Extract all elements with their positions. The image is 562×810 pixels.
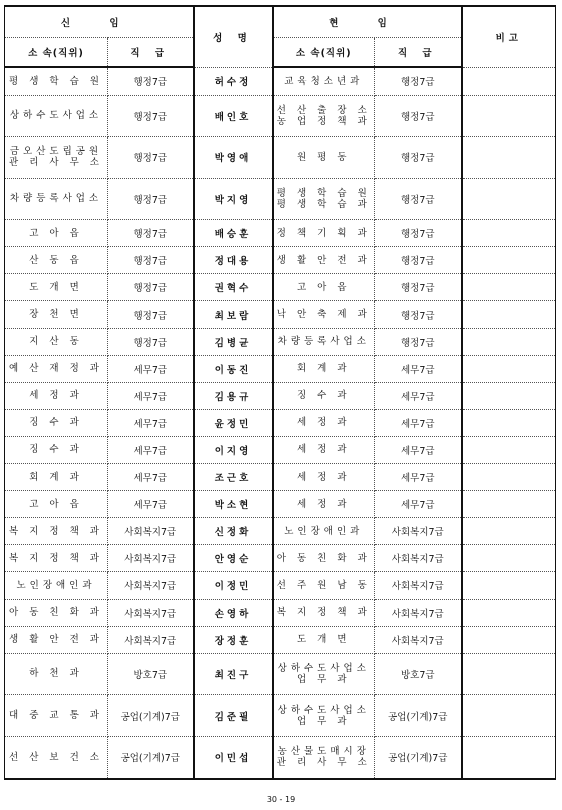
new-unit-cell: 세 정 과 (5, 382, 108, 409)
current-unit-cell: 정 책 기 획 과 (273, 220, 375, 247)
new-unit-cell: 지 산 동 (5, 328, 108, 355)
current-unit-cell: 아 동 친 화 과 (273, 545, 375, 572)
new-unit-cell: 선 산 보 건 소 (5, 736, 108, 779)
current-unit-cell: 세 정 과 (273, 491, 375, 518)
new-grade-cell: 사회복지7급 (108, 626, 194, 653)
current-unit-cell: 세 정 과 (273, 409, 375, 436)
current-unit-cell: 회 계 과 (273, 355, 375, 382)
name-cell: 배인호 (194, 95, 273, 137)
name-cell: 이동진 (194, 355, 273, 382)
remarks-header: 비고 (462, 6, 556, 67)
current-unit-cell: 도 개 면 (273, 626, 375, 653)
table-row (5, 67, 556, 95)
new-unit-cell: 노인장애인과 (5, 572, 108, 599)
new-unit-cell: 하 천 과 (5, 653, 108, 695)
current-unit-cell: 세 정 과 (273, 464, 375, 491)
current-unit-cell: 농산물도매시장 관 리 사 무 소 (273, 736, 375, 779)
current-grade-cell: 행정7급 (375, 178, 462, 220)
name-cell: 이정민 (194, 572, 273, 599)
name-cell: 이민섭 (194, 736, 273, 779)
name-cell: 장정훈 (194, 626, 273, 653)
remarks-cell (462, 137, 556, 179)
name-cell: 박지영 (194, 178, 273, 220)
current-grade-cell: 행정7급 (375, 328, 462, 355)
new-unit-header: 소 속(직위) (5, 38, 108, 68)
name-cell: 신정화 (194, 518, 273, 545)
remarks-cell (462, 95, 556, 137)
new-grade-header: 직 급 (108, 38, 194, 68)
new-grade-cell: 방호7급 (108, 653, 194, 695)
name-cell: 조근호 (194, 464, 273, 491)
table-row (5, 572, 556, 599)
remarks-cell (462, 736, 556, 779)
name-cell: 배승훈 (194, 220, 273, 247)
name-cell: 김병균 (194, 328, 273, 355)
new-unit-cell: 평 생 학 습 원 (5, 67, 108, 95)
new-grade-cell: 세무7급 (108, 409, 194, 436)
table-row (5, 653, 556, 695)
name-cell: 최보람 (194, 301, 273, 328)
table-row (5, 301, 556, 328)
remarks-cell (462, 626, 556, 653)
new-unit-cell: 산 동 읍 (5, 247, 108, 274)
new-unit-cell: 장 천 면 (5, 301, 108, 328)
remarks-cell (462, 220, 556, 247)
new-unit-cell: 복 지 정 책 과 (5, 545, 108, 572)
current-unit-cell: 원 평 동 (273, 137, 375, 179)
name-cell: 정대용 (194, 247, 273, 274)
new-unit-cell: 아 동 친 화 과 (5, 599, 108, 626)
new-grade-cell: 세무7급 (108, 355, 194, 382)
current-grade-cell: 사회복지7급 (375, 545, 462, 572)
remarks-cell (462, 274, 556, 301)
new-grade-cell: 행정7급 (108, 247, 194, 274)
name-cell: 박소현 (194, 491, 273, 518)
table-body (5, 67, 556, 779)
table-row (5, 355, 556, 382)
table-row (5, 220, 556, 247)
new-unit-cell: 회 계 과 (5, 464, 108, 491)
table-row (5, 491, 556, 518)
remarks-cell (462, 436, 556, 463)
remarks-cell (462, 545, 556, 572)
table-row (5, 695, 556, 737)
new-unit-cell: 예 산 재 정 과 (5, 355, 108, 382)
table-row (5, 328, 556, 355)
current-grade-cell: 행정7급 (375, 274, 462, 301)
name-cell: 이지영 (194, 436, 273, 463)
new-grade-cell: 공업(기계)7급 (108, 695, 194, 737)
remarks-cell (462, 653, 556, 695)
page-number: 30 - 19 (266, 795, 296, 804)
current-unit-cell: 상하수도사업소 업 무 과 (273, 695, 375, 737)
table-row (5, 436, 556, 463)
new-unit-cell: 징 수 과 (5, 409, 108, 436)
current-grade-cell: 사회복지7급 (375, 599, 462, 626)
new-unit-cell: 생 활 안 전 과 (5, 626, 108, 653)
new-grade-cell: 행정7급 (108, 220, 194, 247)
table-row (5, 545, 556, 572)
new-grade-cell: 세무7급 (108, 491, 194, 518)
new-unit-cell: 도 개 면 (5, 274, 108, 301)
new-grade-cell: 행정7급 (108, 274, 194, 301)
new-unit-cell: 고 아 읍 (5, 491, 108, 518)
new-unit-cell: 상하수도사업소 (5, 95, 108, 137)
table-row (5, 464, 556, 491)
current-unit-cell: 생 활 안 전 과 (273, 247, 375, 274)
name-cell: 윤정민 (194, 409, 273, 436)
current-unit-cell: 노인장애인과 (273, 518, 375, 545)
table-row (5, 518, 556, 545)
new-grade-cell: 세무7급 (108, 464, 194, 491)
current-grade-cell: 사회복지7급 (375, 518, 462, 545)
name-header: 성 명 (194, 6, 273, 67)
table-row (5, 599, 556, 626)
new-grade-cell: 세무7급 (108, 436, 194, 463)
current-unit-cell: 세 정 과 (273, 436, 375, 463)
current-grade-header: 직 급 (375, 38, 462, 68)
current-grade-cell: 세무7급 (375, 491, 462, 518)
current-grade-cell: 방호7급 (375, 653, 462, 695)
current-unit-cell: 낙 안 축 제 과 (273, 301, 375, 328)
new-grade-cell: 행정7급 (108, 95, 194, 137)
new-unit-cell: 징 수 과 (5, 436, 108, 463)
new-grade-cell: 행정7급 (108, 328, 194, 355)
name-cell: 김준필 (194, 695, 273, 737)
current-grade-cell: 행정7급 (375, 137, 462, 179)
current-grade-cell: 행정7급 (375, 95, 462, 137)
new-grade-cell: 세무7급 (108, 382, 194, 409)
name-cell: 허수정 (194, 67, 273, 95)
remarks-cell (462, 572, 556, 599)
remarks-cell (462, 491, 556, 518)
name-cell: 손영하 (194, 599, 273, 626)
new-unit-cell: 대 중 교 통 과 (5, 695, 108, 737)
table-row (5, 95, 556, 137)
remarks-cell (462, 518, 556, 545)
new-unit-cell: 고 아 읍 (5, 220, 108, 247)
current-grade-cell: 세무7급 (375, 464, 462, 491)
table-row (5, 178, 556, 220)
current-unit-cell: 선 산 출 장 소 농 업 정 책 과 (273, 95, 375, 137)
new-grade-cell: 사회복지7급 (108, 599, 194, 626)
current-grade-cell: 세무7급 (375, 355, 462, 382)
new-position-header: 신 임 (5, 6, 194, 38)
remarks-cell (462, 247, 556, 274)
current-unit-cell: 평 생 학 습 원 평 생 학 습 과 (273, 178, 375, 220)
table-row (5, 137, 556, 179)
current-grade-cell: 세무7급 (375, 382, 462, 409)
current-unit-header: 소 속(직위) (273, 38, 375, 68)
remarks-cell (462, 178, 556, 220)
remarks-cell (462, 599, 556, 626)
new-grade-cell: 사회복지7급 (108, 518, 194, 545)
table-row (5, 626, 556, 653)
current-unit-cell: 차량등록사업소 (273, 328, 375, 355)
remarks-cell (462, 355, 556, 382)
current-unit-cell: 징 수 과 (273, 382, 375, 409)
current-grade-cell: 행정7급 (375, 301, 462, 328)
current-grade-cell: 세무7급 (375, 409, 462, 436)
name-cell: 최진구 (194, 653, 273, 695)
current-unit-cell: 복 지 정 책 과 (273, 599, 375, 626)
remarks-cell (462, 464, 556, 491)
current-unit-cell: 상하수도사업소 업 무 과 (273, 653, 375, 695)
remarks-cell (462, 695, 556, 737)
name-cell: 김용규 (194, 382, 273, 409)
table-row (5, 247, 556, 274)
new-grade-cell: 행정7급 (108, 137, 194, 179)
table-row (5, 736, 556, 779)
remarks-cell (462, 301, 556, 328)
current-grade-cell: 공업(기계)7급 (375, 736, 462, 779)
new-grade-cell: 사회복지7급 (108, 572, 194, 599)
current-grade-cell: 사회복지7급 (375, 572, 462, 599)
new-unit-cell: 차량등록사업소 (5, 178, 108, 220)
new-unit-cell: 금오산도립공원 관 리 사 무 소 (5, 137, 108, 179)
current-grade-cell: 행정7급 (375, 67, 462, 95)
new-unit-cell: 복 지 정 책 과 (5, 518, 108, 545)
name-cell: 박영애 (194, 137, 273, 179)
table-row (5, 409, 556, 436)
remarks-cell (462, 382, 556, 409)
current-grade-cell: 사회복지7급 (375, 626, 462, 653)
current-grade-cell: 행정7급 (375, 220, 462, 247)
table-row (5, 382, 556, 409)
remarks-cell (462, 67, 556, 95)
current-grade-cell: 세무7급 (375, 436, 462, 463)
new-grade-cell: 행정7급 (108, 301, 194, 328)
name-cell: 안영순 (194, 545, 273, 572)
personnel-table (4, 5, 556, 780)
current-grade-cell: 행정7급 (375, 247, 462, 274)
current-grade-cell: 공업(기계)7급 (375, 695, 462, 737)
new-grade-cell: 공업(기계)7급 (108, 736, 194, 779)
current-position-header: 현 임 (273, 6, 462, 38)
new-grade-cell: 사회복지7급 (108, 545, 194, 572)
current-unit-cell: 교육청소년과 (273, 67, 375, 95)
table-row (5, 274, 556, 301)
new-grade-cell: 행정7급 (108, 67, 194, 95)
current-unit-cell: 고 아 읍 (273, 274, 375, 301)
remarks-cell (462, 328, 556, 355)
current-unit-cell: 선 주 원 남 동 (273, 572, 375, 599)
new-grade-cell: 행정7급 (108, 178, 194, 220)
remarks-cell (462, 409, 556, 436)
name-cell: 권혁수 (194, 274, 273, 301)
